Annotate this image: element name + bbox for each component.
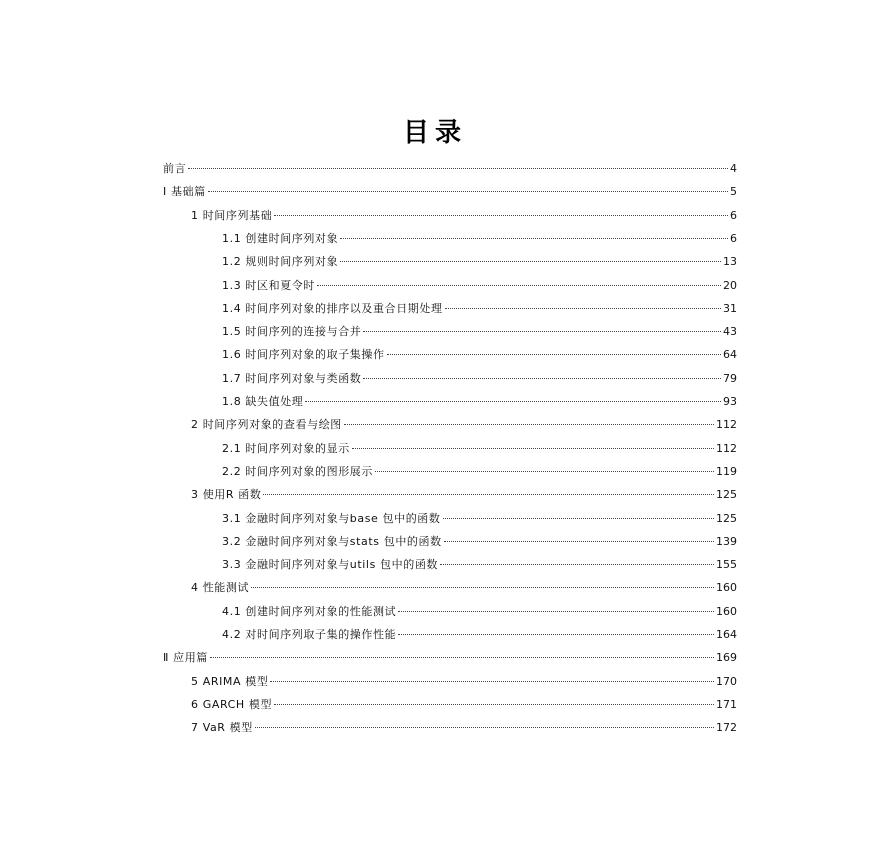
toc-entry-label: 2 时间序列对象的查看与绘图 xyxy=(191,418,342,432)
toc-entry[interactable] xyxy=(222,462,737,482)
toc-entry-page: 172 xyxy=(716,721,737,735)
toc-entry-label: 1.5 时间序列的连接与合并 xyxy=(222,325,362,339)
toc-entry[interactable] xyxy=(222,345,737,365)
toc-entry-page: 79 xyxy=(723,371,737,385)
toc-entry-page: 6 xyxy=(730,208,737,222)
toc-entry-label: 1 时间序列基础 xyxy=(191,208,273,222)
toc-entry[interactable] xyxy=(163,648,737,668)
toc-entry-page: 112 xyxy=(716,441,737,455)
toc-entry-label: 2.1 时间序列对象的显示 xyxy=(222,441,350,455)
toc-leader-dots xyxy=(251,587,714,588)
toc-entry-label: 4.1 创建时间序列对象的性能测试 xyxy=(222,604,397,618)
toc-entry-page: 125 xyxy=(716,511,737,525)
toc-entry[interactable] xyxy=(222,299,737,319)
toc-entry-page: 119 xyxy=(716,464,737,478)
toc-entry-page: 164 xyxy=(716,628,737,641)
toc-entry-page: 160 xyxy=(716,604,737,618)
toc-leader-dots xyxy=(445,308,721,309)
toc-entry[interactable] xyxy=(222,392,737,412)
toc-entry[interactable] xyxy=(191,415,737,435)
toc-leader-dots xyxy=(210,657,714,658)
toc-entry-page: 169 xyxy=(716,651,737,665)
toc-leader-dots xyxy=(398,611,714,612)
toc-leader-dots xyxy=(270,681,714,682)
toc-entry-label: 1.8 缺失值处理 xyxy=(222,395,304,408)
toc-entry-label: 3 使用R 函数 xyxy=(191,488,262,502)
toc-entry[interactable] xyxy=(191,206,737,226)
toc-entry[interactable] xyxy=(222,602,737,622)
toc-entry-page: 160 xyxy=(716,581,737,595)
toc-leader-dots xyxy=(340,261,721,262)
toc-entry-label: 1.4 时间序列对象的排序以及重合日期处理 xyxy=(222,301,443,315)
toc-entry[interactable] xyxy=(222,229,737,249)
toc-leader-dots xyxy=(444,541,714,542)
page-title: 目录 xyxy=(402,118,467,148)
toc-entry-page: 125 xyxy=(716,488,737,502)
toc-entry-label: Ⅰ 基础篇 xyxy=(163,185,206,199)
toc-entry-page: 43 xyxy=(723,325,737,339)
toc-leader-dots xyxy=(344,424,714,425)
toc-leader-dots xyxy=(363,378,721,379)
toc-entry-page: 13 xyxy=(723,255,737,269)
toc-entry-page: 170 xyxy=(716,674,737,688)
toc-leader-dots xyxy=(375,471,714,472)
toc-entry[interactable] xyxy=(222,555,737,575)
toc-entry-label: 4.2 对时间序列取子集的操作性能 xyxy=(222,628,397,641)
toc-entry-label: 1.6 时间序列对象的取子集操作 xyxy=(222,348,385,362)
toc-entry[interactable] xyxy=(222,509,737,529)
toc-leader-dots xyxy=(363,331,721,332)
toc-entry-label: 1.1 创建时间序列对象 xyxy=(222,231,339,245)
toc-leader-dots xyxy=(387,354,721,355)
toc-entry-label: 前言 xyxy=(163,162,187,175)
toc-entry-label: 7 VaR 模型 xyxy=(191,721,253,735)
toc-entry-label: 4 性能测试 xyxy=(191,581,250,595)
toc-leader-dots xyxy=(274,215,728,216)
toc-entry-page: 64 xyxy=(723,348,737,362)
toc-entry[interactable] xyxy=(163,159,737,179)
toc-leader-dots xyxy=(305,401,721,402)
toc-entry-page: 5 xyxy=(730,185,737,199)
toc-leader-dots xyxy=(188,168,728,169)
toc-entry-page: 31 xyxy=(723,301,737,315)
toc-leader-dots xyxy=(317,285,721,286)
toc-entry-page: 20 xyxy=(723,278,737,292)
toc-entry-label: 1.7 时间序列对象与类函数 xyxy=(222,371,362,385)
toc-entry[interactable] xyxy=(222,276,737,296)
toc-leader-dots xyxy=(398,634,714,635)
toc-entry-page: 139 xyxy=(716,534,737,548)
toc-entry-label: 6 GARCH 模型 xyxy=(191,697,273,711)
toc-entry[interactable] xyxy=(191,695,737,715)
toc-entry-label: 1.2 规则时间序列对象 xyxy=(222,255,339,269)
toc-entry[interactable] xyxy=(222,322,737,342)
toc-leader-dots xyxy=(443,518,714,519)
toc-leader-dots xyxy=(440,564,714,565)
toc-leader-dots xyxy=(208,191,728,192)
toc-entry[interactable] xyxy=(222,532,737,552)
toc-entry-label: 2.2 时间序列对象的图形展示 xyxy=(222,464,373,478)
toc-entry-page: 6 xyxy=(730,231,737,245)
toc-entry-page: 4 xyxy=(730,162,737,175)
toc-entry-label: 3.3 金融时间序列对象与utils 包中的函数 xyxy=(222,558,439,572)
toc-entry[interactable] xyxy=(222,625,737,645)
toc-entry-label: 3.1 金融时间序列对象与base 包中的函数 xyxy=(222,511,441,525)
toc-entry[interactable] xyxy=(222,252,737,272)
toc-entry-label: 5 ARIMA 模型 xyxy=(191,674,269,688)
toc-entry[interactable] xyxy=(191,672,737,692)
toc-entry-page: 155 xyxy=(716,558,737,572)
toc-entry[interactable] xyxy=(222,369,737,389)
toc-leader-dots xyxy=(274,704,714,705)
toc-entry-label: 1.3 时区和夏令时 xyxy=(222,278,315,292)
toc-leader-dots xyxy=(263,494,714,495)
toc-entry-page: 112 xyxy=(716,418,737,432)
toc-entry[interactable] xyxy=(191,718,737,738)
toc-entry[interactable] xyxy=(163,182,737,202)
toc-entry[interactable] xyxy=(191,485,737,505)
toc-entry-page: 93 xyxy=(723,395,737,408)
toc-leader-dots xyxy=(255,727,714,728)
toc-leader-dots xyxy=(340,238,728,239)
toc-entry-page: 171 xyxy=(716,697,737,711)
toc-entry-label: 3.2 金融时间序列对象与stats 包中的函数 xyxy=(222,534,442,548)
toc-entry[interactable] xyxy=(191,578,737,598)
toc-leader-dots xyxy=(352,448,714,449)
toc-entry[interactable] xyxy=(222,439,737,459)
toc-entry-label: Ⅱ 应用篇 xyxy=(163,651,208,665)
